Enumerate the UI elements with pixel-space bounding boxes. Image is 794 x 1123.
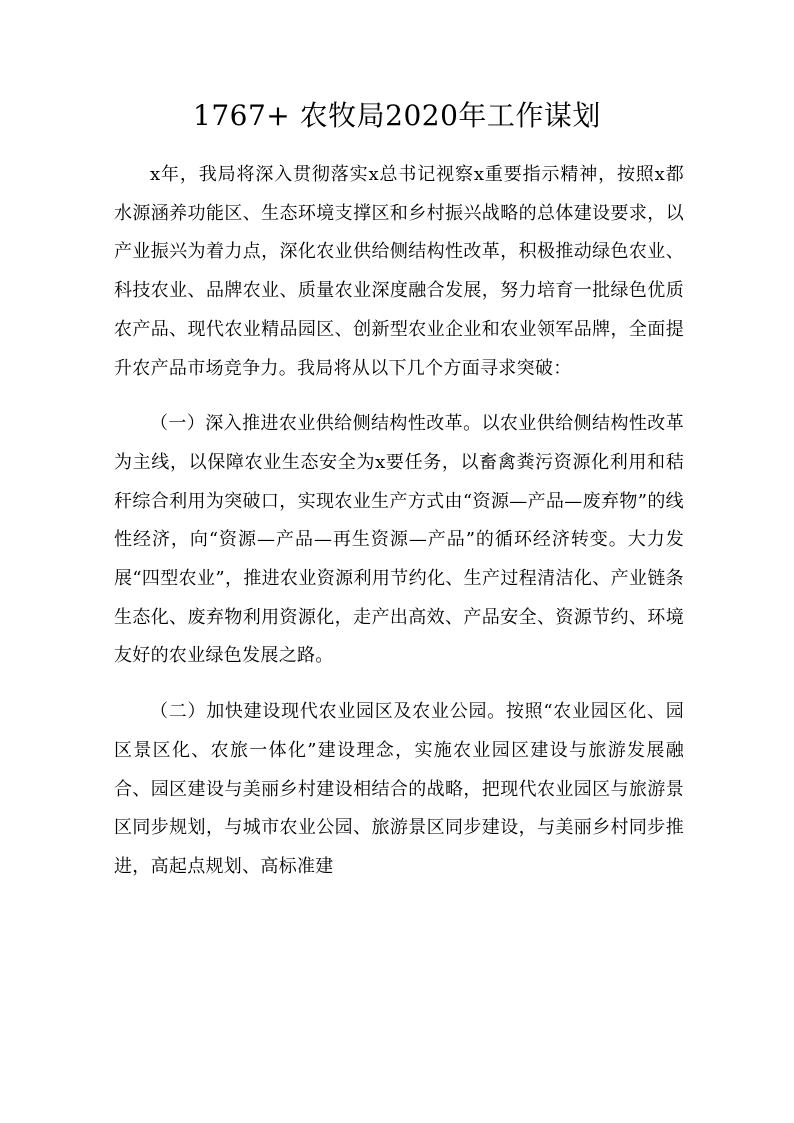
paragraph-section-1: （一）深入推进农业供给侧结构性改革。以农业供给侧结构性改革为主线，以保障农业生态安全为x要任务，以畜禽粪污资源化利用和秸秆综合利用为突破口，实现农业生产方式由“资源—产品—废弃物”的线性经济，向“资源—产品—再生资源—产品”的循环经济转变。大力发展“四型农业”，推进农业资源利用节约化、生产过程清洁化、产业链条生态化、废弃物利用资源化，走产出高效、产品安全、资源节约、环境友好的农业绿色发展之路。 [114,413,684,667]
document-body [114,156,684,904]
paragraph-section-2: （二）加快建设现代农业园区及农业公园。按照“农业园区化、园区景区化、农旅一体化”建设理念，实施农业园区建设与旅游发展融合、园区建设与美丽乡村建设相结合的战略，把现代农业园区与旅游景区同步规划，与城市农业公园、旅游景区同步建设，与美丽乡村同步推进，高起点规划、高标准建 [114,701,684,877]
paragraph-intro: x年，我局将深入贯彻落实x总书记视察x重要指示精神，按照x都水源涵养功能区、生态环境支撑区和乡村振兴战略的总体建设要求，以产业振兴为着力点，深化农业供给侧结构性改革，积极推动绿色农业、科技农业、品牌农业、质量农业深度融合发展，努力培育一批绿色优质农产品、现代农业精品园区、创新型农业企业和农业领军品牌，全面提升农产品市场竞争力。我局将从以下几个方面寻求突破： [114,164,684,379]
document-title: 1767+ 农牧局2020年工作谋划 [193,99,601,132]
